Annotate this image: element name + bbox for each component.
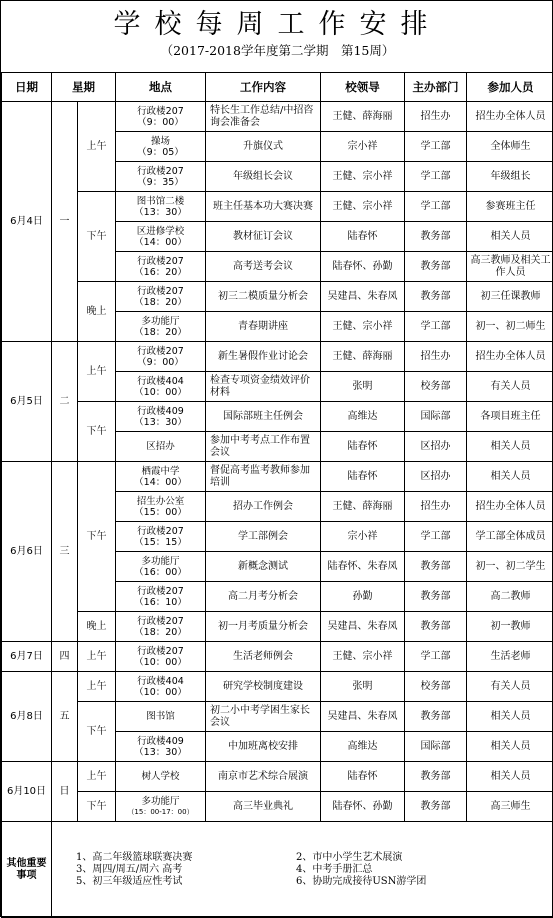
notes-line	[72, 864, 548, 876]
location-line: 行政楼207	[118, 616, 203, 627]
location-line: （9：00）	[118, 357, 203, 368]
people-cell: 初三任课教师	[467, 282, 553, 312]
location-line: （14：00）	[118, 477, 203, 488]
leader-cell: 陆春怀	[321, 762, 405, 792]
leader-cell: 张明	[321, 672, 405, 702]
people-cell: 招生办全体人员	[467, 342, 553, 372]
location-line: 操场	[118, 136, 203, 147]
date-cell: 6月8日	[2, 672, 52, 762]
table-row	[2, 612, 553, 642]
header-leader: 校领导	[321, 73, 405, 102]
people-cell: 相关人员	[467, 762, 553, 792]
content-cell: 升旗仪式	[206, 132, 321, 162]
dept-cell: 学工部	[405, 642, 467, 672]
people-cell: 各项目班主任	[467, 402, 553, 432]
dept-cell: 学工部	[405, 522, 467, 552]
leader-cell: 王健、宗小祥	[321, 642, 405, 672]
people-cell: 招生办全体人员	[467, 102, 553, 132]
period-cell: 上午	[78, 102, 116, 192]
table-row	[2, 102, 553, 132]
location-line: 区进修学校	[118, 226, 203, 237]
dept-cell: 区招办	[405, 462, 467, 492]
header-content: 工作内容	[206, 73, 321, 102]
content-cell: 班主任基本功大赛决赛	[206, 192, 321, 222]
people-cell: 全体师生	[467, 132, 553, 162]
location-line: 栖霞中学	[118, 466, 203, 477]
location-cell	[116, 492, 206, 522]
location-line: （18：20）	[118, 627, 203, 638]
people-cell: 有关人员	[467, 372, 553, 402]
location-line: 行政楼207	[118, 646, 203, 657]
people-cell: 相关人员	[467, 432, 553, 462]
period-cell: 上午	[78, 342, 116, 402]
weekday-cell: 日	[52, 762, 78, 822]
note-item: 5、初三年级适应性考试	[72, 876, 296, 888]
dept-cell: 教务部	[405, 762, 467, 792]
period-cell: 下午	[78, 462, 116, 612]
period-cell: 晚上	[78, 282, 116, 342]
people-cell: 有关人员	[467, 672, 553, 702]
people-cell: 参赛班主任	[467, 192, 553, 222]
people-cell: 生活老师	[467, 642, 553, 672]
leader-cell: 宗小祥	[321, 522, 405, 552]
period-cell: 下午	[78, 192, 116, 282]
dept-cell: 国际部	[405, 732, 467, 762]
location-cell	[116, 552, 206, 582]
table-row	[2, 672, 553, 702]
location-cell	[116, 282, 206, 312]
location-line: （15：15）	[118, 537, 203, 548]
header-date: 日期	[2, 73, 52, 102]
content-cell: 督促高考监考教师参加培训	[206, 462, 321, 492]
content-cell: 教材征订会议	[206, 222, 321, 252]
notes-row	[2, 822, 553, 918]
dept-cell: 教务部	[405, 282, 467, 312]
note-item: 1、高二年级篮球联赛决赛	[72, 852, 296, 864]
content-cell: 参加中考考点工作布置会议	[206, 432, 321, 462]
content-cell: 初二小中考学困生家长会议	[206, 702, 321, 732]
location-line: （9：35）	[118, 177, 203, 188]
people-cell: 高三师生	[467, 792, 553, 822]
table-row	[2, 402, 553, 432]
table-row	[2, 702, 553, 732]
location-line: 行政楼404	[118, 676, 203, 687]
location-line: （18：20）	[118, 327, 203, 338]
leader-cell: 陆春怀、孙勤	[321, 252, 405, 282]
dept-cell: 学工部	[405, 192, 467, 222]
leader-cell: 高维达	[321, 402, 405, 432]
dept-cell: 学工部	[405, 312, 467, 342]
location-line: （10：00）	[118, 687, 203, 698]
period-cell: 下午	[78, 402, 116, 462]
weekday-cell: 五	[52, 672, 78, 762]
notes-content	[52, 822, 553, 918]
location-line: 行政楼409	[118, 736, 203, 747]
period-cell: 上午	[78, 762, 116, 792]
content-cell: 青春期讲座	[206, 312, 321, 342]
leader-cell: 陆春怀	[321, 462, 405, 492]
location-cell	[116, 402, 206, 432]
period-cell: 晚上	[78, 612, 116, 642]
location-line: （9：00）	[118, 117, 203, 128]
period-cell: 下午	[78, 702, 116, 762]
weekday-cell: 三	[52, 462, 78, 642]
table-row	[2, 342, 553, 372]
location-line: （9：05）	[118, 147, 203, 158]
leader-cell: 王健、薛海丽	[321, 342, 405, 372]
content-cell: 高二月考分析会	[206, 582, 321, 612]
people-cell: 高三教师及相关工作人员	[467, 252, 553, 282]
location-line: （16：10）	[118, 597, 203, 608]
location-cell	[116, 342, 206, 372]
location-line: 行政楼404	[118, 376, 203, 387]
location-line: 树人学校	[118, 771, 203, 782]
leader-cell: 高维达	[321, 732, 405, 762]
content-cell: 招办工作例会	[206, 492, 321, 522]
weekday-cell: 四	[52, 642, 78, 672]
leader-cell: 吴建昌、朱春凤	[321, 612, 405, 642]
location-line: （14：00）	[118, 237, 203, 248]
content-cell: 学工部例会	[206, 522, 321, 552]
location-line: 行政楼207	[118, 106, 203, 117]
people-cell: 相关人员	[467, 462, 553, 492]
location-line: （10：00）	[118, 387, 203, 398]
content-cell: 中加班离校安排	[206, 732, 321, 762]
people-cell: 相关人员	[467, 732, 553, 762]
leader-cell: 宗小祥	[321, 132, 405, 162]
table-row	[2, 462, 553, 492]
notes-line	[72, 852, 548, 864]
leader-cell: 王健、宗小祥	[321, 192, 405, 222]
header-weekday: 星期	[52, 73, 116, 102]
header-row	[2, 73, 553, 102]
location-line: 招生办公室	[118, 496, 203, 507]
people-cell: 初一、初二师生	[467, 312, 553, 342]
location-cell	[116, 732, 206, 762]
dept-cell: 区招办	[405, 432, 467, 462]
leader-cell: 张明	[321, 372, 405, 402]
location-line: 区招办	[118, 441, 203, 452]
dept-cell: 教务部	[405, 252, 467, 282]
location-cell	[116, 642, 206, 672]
content-cell: 初一月考质量分析会	[206, 612, 321, 642]
dept-cell: 教务部	[405, 612, 467, 642]
dept-cell: 招生办	[405, 102, 467, 132]
dept-cell: 国际部	[405, 402, 467, 432]
location-cell	[116, 162, 206, 192]
location-line: 图书馆	[118, 711, 203, 722]
location-cell	[116, 102, 206, 132]
date-cell: 6月5日	[2, 342, 52, 462]
page-title: 学校每周工作安排	[1, 7, 553, 43]
location-line: （10：00）	[118, 657, 203, 668]
dept-cell: 教务部	[405, 792, 467, 822]
location-line: （15：00-17：00）	[118, 807, 203, 818]
leader-cell: 吴建昌、朱春凤	[321, 702, 405, 732]
location-line: （15：00）	[118, 507, 203, 518]
dept-cell: 教务部	[405, 222, 467, 252]
content-cell: 南京市艺术综合展演	[206, 762, 321, 792]
location-cell	[116, 582, 206, 612]
location-cell	[116, 792, 206, 822]
date-cell: 6月4日	[2, 102, 52, 342]
header-people: 参加人员	[467, 73, 553, 102]
content-cell: 国际部班主任例会	[206, 402, 321, 432]
leader-cell: 王健、宗小祥	[321, 312, 405, 342]
location-line: 多功能厅	[118, 316, 203, 327]
period-cell: 上午	[78, 672, 116, 702]
people-cell: 相关人员	[467, 702, 553, 732]
note-item: 2、市中小学生艺术展演	[296, 852, 548, 864]
table-row	[2, 792, 553, 822]
content-cell: 生活老师例会	[206, 642, 321, 672]
period-cell: 下午	[78, 792, 116, 822]
content-cell: 特长生工作总结/中招咨询会准备会	[206, 102, 321, 132]
period-cell: 上午	[78, 642, 116, 672]
dept-cell: 学工部	[405, 162, 467, 192]
location-line: （16：20）	[118, 267, 203, 278]
location-line: 行政楼207	[118, 256, 203, 267]
location-line: （13：30）	[118, 417, 203, 428]
leader-cell: 吴建昌、朱春凤	[321, 282, 405, 312]
location-cell	[116, 222, 206, 252]
location-cell	[116, 762, 206, 792]
date-cell: 6月6日	[2, 462, 52, 642]
location-cell	[116, 372, 206, 402]
weekday-cell: 一	[52, 102, 78, 342]
content-cell: 新概念测试	[206, 552, 321, 582]
location-line: （16：00）	[118, 567, 203, 578]
leader-cell: 王健、宗小祥	[321, 162, 405, 192]
note-item: 4、中考手册汇总	[296, 864, 548, 876]
location-line: （18：20）	[118, 297, 203, 308]
location-cell	[116, 312, 206, 342]
location-line: 行政楼207	[118, 526, 203, 537]
content-cell: 年级组长会议	[206, 162, 321, 192]
date-cell: 6月10日	[2, 762, 52, 822]
people-cell: 招生办全体人员	[467, 492, 553, 522]
dept-cell: 招生办	[405, 492, 467, 522]
header-dept: 主办部门	[405, 73, 467, 102]
location-line: 行政楼207	[118, 346, 203, 357]
dept-cell: 教务部	[405, 552, 467, 582]
location-line: 图书馆二楼	[118, 196, 203, 207]
leader-cell: 王健、薛海丽	[321, 102, 405, 132]
leader-cell: 陆春怀	[321, 432, 405, 462]
location-cell	[116, 132, 206, 162]
content-cell: 高三毕业典礼	[206, 792, 321, 822]
dept-cell: 学工部	[405, 132, 467, 162]
schedule-table	[1, 72, 553, 918]
location-line: 行政楼207	[118, 166, 203, 177]
location-cell	[116, 462, 206, 492]
location-line: （13：30）	[118, 207, 203, 218]
people-cell: 初一教师	[467, 612, 553, 642]
date-cell: 6月7日	[2, 642, 52, 672]
location-line: 多功能厅	[118, 556, 203, 567]
location-cell	[116, 192, 206, 222]
location-line: 行政楼207	[118, 286, 203, 297]
note-item: 6、协助完成接待USN游学团	[296, 876, 548, 888]
leader-cell: 陆春怀、孙勤	[321, 792, 405, 822]
people-cell: 初一、初二学生	[467, 552, 553, 582]
notes-line	[72, 876, 548, 888]
dept-cell: 教务部	[405, 702, 467, 732]
location-cell	[116, 252, 206, 282]
note-item: 3、周四/周五/周六 高考	[72, 864, 296, 876]
content-cell: 高考送考会议	[206, 252, 321, 282]
leader-cell: 陆春怀	[321, 222, 405, 252]
dept-cell: 教务部	[405, 582, 467, 612]
people-cell: 年级组长	[467, 162, 553, 192]
people-cell: 学工部全体成员	[467, 522, 553, 552]
content-cell: 检查专项资金绩效评价材料	[206, 372, 321, 402]
location-cell	[116, 702, 206, 732]
dept-cell: 校务部	[405, 672, 467, 702]
table-row	[2, 642, 553, 672]
dept-cell: 校务部	[405, 372, 467, 402]
location-cell	[116, 522, 206, 552]
schedule-body	[2, 73, 553, 918]
content-cell: 新生暑假作业讨论会	[206, 342, 321, 372]
people-cell: 相关人员	[467, 222, 553, 252]
location-cell	[116, 612, 206, 642]
people-cell: 高二教师	[467, 582, 553, 612]
location-line: 行政楼409	[118, 406, 203, 417]
header-location: 地点	[116, 73, 206, 102]
table-row	[2, 192, 553, 222]
table-row	[2, 762, 553, 792]
weekday-cell: 二	[52, 342, 78, 462]
notes-label: 其他重要事项	[2, 822, 52, 918]
leader-cell: 王健、薛海丽	[321, 492, 405, 522]
leader-cell: 孙勤	[321, 582, 405, 612]
dept-cell: 招生办	[405, 342, 467, 372]
content-cell: 研究学校制度建设	[206, 672, 321, 702]
table-row	[2, 282, 553, 312]
location-line: 行政楼207	[118, 586, 203, 597]
page-subtitle: （2017-2018学年度第二学期 第15周）	[1, 42, 553, 60]
location-line: 多功能厅	[118, 796, 203, 807]
leader-cell: 陆春怀、朱春凤	[321, 552, 405, 582]
content-cell: 初三二模质量分析会	[206, 282, 321, 312]
location-cell	[116, 672, 206, 702]
location-line: （13：30）	[118, 747, 203, 758]
location-cell	[116, 432, 206, 462]
